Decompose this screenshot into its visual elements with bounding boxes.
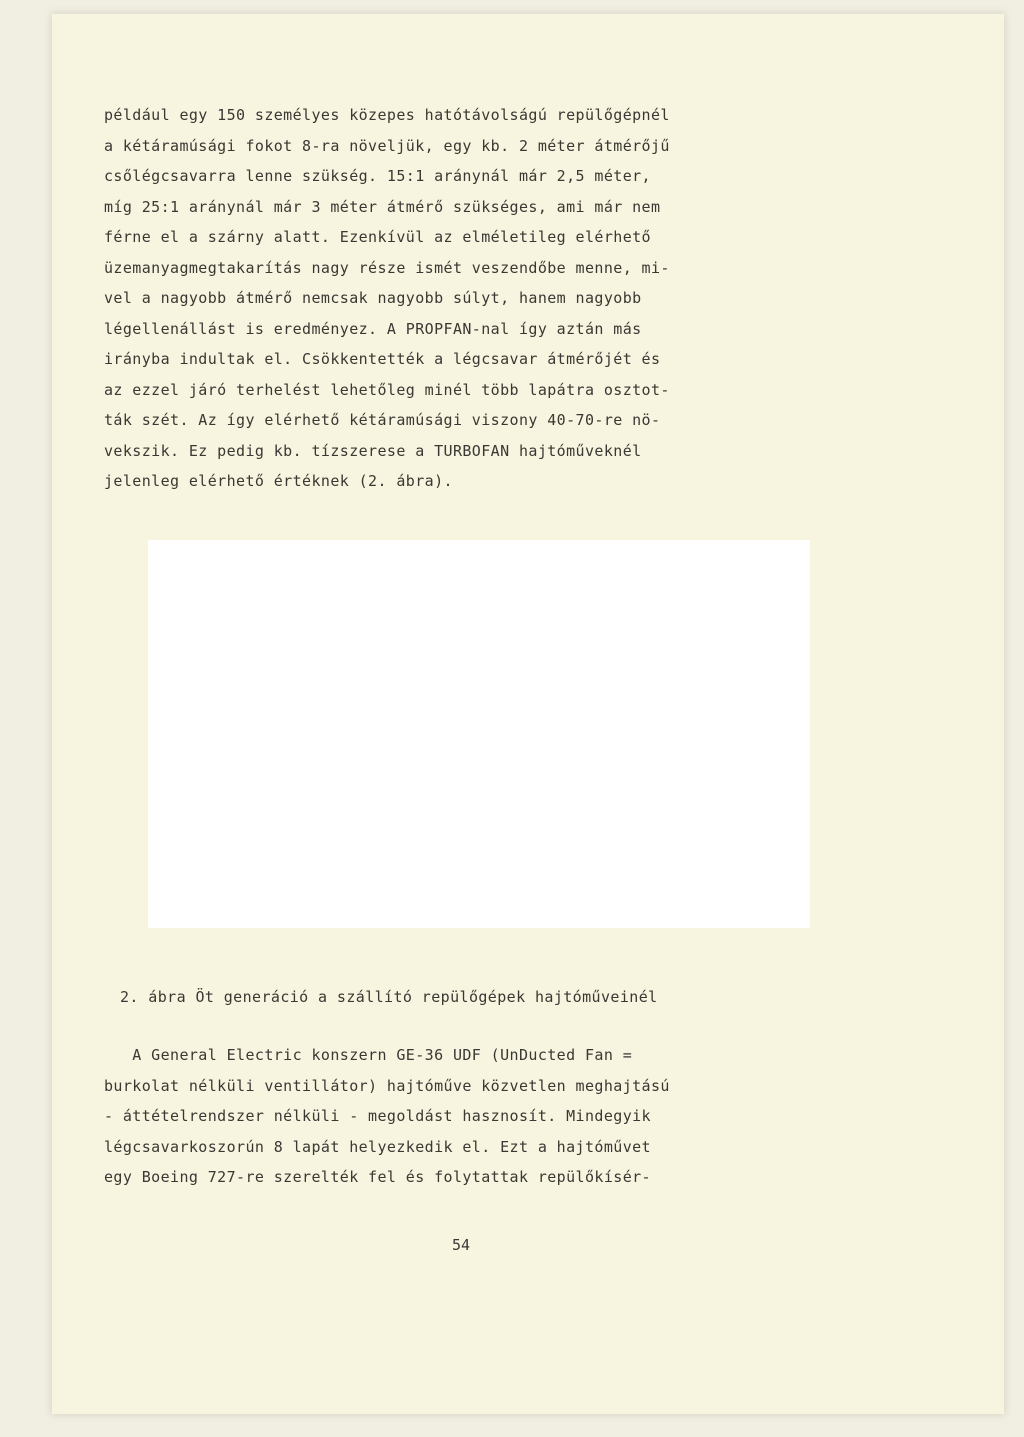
text-line: vekszik. Ez pedig kb. tízszerese a TURBOFAN hajtóműveknél (104, 441, 642, 460)
text-line: A General Electric konszern GE-36 UDF (UnDucted Fan = (104, 1046, 633, 1064)
text-line: például egy 150 személyes közepes hatótávolságú repülőgépnél (104, 106, 670, 124)
text-line: légcsavarkoszorún 8 lapát helyezkedik el. Ezt a hajtóművet (104, 1137, 651, 1156)
text-line: csőlégcsavarra lenne szükség. 15:1 aránynál már 2,5 méter, (104, 167, 651, 185)
text-line: vel a nagyobb átmérő nemcsak nagyobb súlyt, hanem nagyobb (104, 289, 642, 307)
text-line: férne el a szárny alatt. Ezenkívül az elméletileg elérhető (104, 228, 651, 246)
text-line: a kétáramúsági fokot 8-ra növeljük, egy kb. 2 méter átmérőjű (104, 136, 670, 155)
paragraph-1 (104, 100, 834, 497)
figure-caption: 2. ábra Öt generáció a szállító repülőgépek hajtóműveinél (120, 988, 658, 1006)
text-line: ták szét. Az így elérhető kétáramúsági viszony 40-70-re nö- (104, 411, 661, 429)
text-line: burkolat nélküli ventillátor) hajtóműve közvetlen meghajtású (104, 1076, 670, 1095)
text-line: az ezzel járó terhelést lehetőleg minél több lapátra osztot- (104, 380, 670, 399)
page-number: 54 (452, 1236, 471, 1254)
paragraph-2 (104, 1040, 834, 1193)
text-line: míg 25:1 aránynál már 3 méter átmérő szükséges, ami már nem (104, 197, 661, 216)
text-line: irányba indultak el. Csökkentették a légcsavar átmérőjét és (104, 350, 661, 368)
text-line: légellenállást is eredményez. A PROPFAN-nal így aztán más (104, 319, 642, 338)
text-line: jelenleg elérhető értéknek (2. ábra). (104, 472, 453, 490)
text-line: üzemanyagmegtakarítás nagy része ismét veszendőbe menne, mi- (104, 258, 670, 277)
text-line: egy Boeing 727-re szerelték fel és folytattak repülőkísér- (104, 1168, 651, 1186)
figure-placeholder (148, 540, 810, 928)
text-line: - áttételrendszer nélküli - megoldást hasznosít. Mindegyik (104, 1107, 651, 1125)
